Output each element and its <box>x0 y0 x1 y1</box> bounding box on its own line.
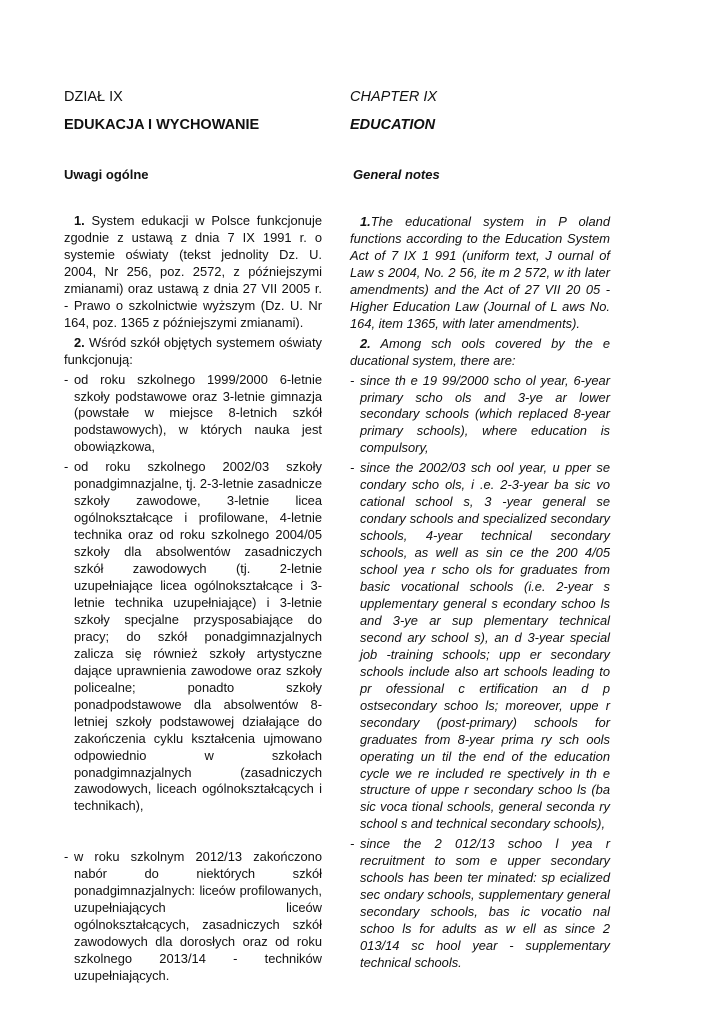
paragraph-text: Among sch ools covered by the e ducational system, there are: <box>350 335 610 368</box>
paragraph-text: System edukacji w Polsce funkcjonuje zgodnie z ustawą z dnia 7 IX 1991 r. o systemie oświaty (tekst jednolity Dz. U. 2004, Nr 256, poz. 2572, z późniejszymi zmianami) oraz ustawą z dnia 27 VII 2005 r. - Prawo o szkolnictwie wyższym (Dz. U. Nr 164, poz. 1365 z późniejszymi zmianami). <box>64 213 322 330</box>
paragraph-number: 1. <box>360 214 371 229</box>
chapter-title-en: EDUCATION <box>350 117 436 133</box>
chapter-title-pl: EDUKACJA I WYCHOWANIE <box>64 117 260 133</box>
list-item: - w roku szkolnym 2012/13 zakończono nabór do niektórych szkół ponadgimnazjalnych: liceów profilowanych, uzupełniających liceów ogólnokształcących, zasadniczych szkół zawodowych dla dorosłych oraz od roku szkolnego 2013/14 - techników uzupełniających. <box>64 849 322 985</box>
list-item: - since the 2002/03 sch ool year, u pper se condary scho ols, i .e. 2-3-year ba sic vo cational school s, 3 -year general se condary schools and specialized secondary schools, 4-year technical secondary schools, as well as sin ce the 200 4/05 school yea r scho ols for graduates from basic vocational schools (i.e. 2-year s upplementary general s econdary schoo ls and 3-ye ar sup plementary technical second ary school s), an d 3-year special job -training schools; upp er secondary schools include also art schools leading to pr ofessional c ertification an d p ostsecondary schoo ls; moreover, uppe r secondary (post-primary) schools for graduates from 8-year prima ry sch ools operating un til the end of the education cycle we re included re spectively in th e structure of uppe r secondary schoo ls (ba sic voca tional schools, general seconda ry school s and technical secondary schools), <box>350 460 610 833</box>
notes-heading-en: General notes <box>353 167 440 182</box>
list-item: - od roku szkolnego 1999/2000 6-letnie szkoły podstawowe oraz 3-letnie gimnazja (powstałe w miejsce 8-letnich szkół podstawowych), w których nauka jest obowiązkowa, <box>64 372 322 457</box>
paragraph-number: 1. <box>74 213 85 228</box>
school-types-list-pl <box>64 372 322 985</box>
school-types-list-en <box>350 373 610 972</box>
paragraph-text: The educational system in P oland functions according to the Education System Act of 7 IX 1 991 (uniform text, J ournal of Law s 2004, No. 2 56, ite m 2 572, w ith later amendments) and the Act of 27 VII 20 05 - Higher Education Law (Journal of L aws No. 164, item 1365, with later amendments). <box>350 214 610 331</box>
paragraph-1-pl <box>64 213 322 332</box>
paragraph-1-en <box>350 214 610 333</box>
list-item: - od roku szkolnego 2002/03 szkoły ponadgimnazjalne, tj. 2-3-letnie zasadnicze szkoły zawodowe, 3-letnie licea ogólnokształcące i profilowane, 4-letnie technika oraz od roku szkolnego 2004/05 szkoły dla absolwentów zasadniczych szkół zawodowych (tj. 2-letnie uzupełniające licea ogólnokształcące i 3-letnie technika uzupełniające) i 3-letnie szkoły specjalne przysposabiające do pracy; do szkół ponadgimnazjalnych zalicza się również szkoły artystyczne dające uprawnienia zawodowe oraz szkoły policealne; ponadto szkoły ponadpodstawowe dla absolwentów 8-letniej szkoły podstawowej działające do zakończenia cyklu kształcenia ujmowano odpowiednio w szkołach ponadgimnazjalnych (zasadniczych zawodowych, liceach ogólnokształcących i technikach), <box>64 459 322 815</box>
list-item: - since the 2 012/13 schoo l yea r recruitment to som e upper secondary schools has been ter minated: sp ecialized sec ondary schools, supplementary general secondary schools, bas ic vocatio nal schoo ls for adults as w ell as since 2 013/14 sc hool year - supplementary technical schools. <box>350 836 610 972</box>
notes-heading-pl: Uwagi ogólne <box>64 167 149 182</box>
body-text-pl <box>64 213 322 988</box>
paragraph-text: Wśród szkół objętych systemem oświaty funkcjonują: <box>64 334 322 367</box>
paragraph-number: 2. <box>74 334 85 350</box>
chapter-label-pl: DZIAŁ IX <box>64 89 123 105</box>
paragraph-2-en <box>350 336 610 370</box>
paragraph-2-pl <box>64 335 322 369</box>
paragraph-number: 2. <box>360 335 371 351</box>
list-item: - since th e 19 99/2000 scho ol year, 6-year primary scho ols and 3-ye ar lower secondary schools (which replaced 8-year primary schools), where education is compulsory, <box>350 373 610 458</box>
body-text-en <box>350 214 610 975</box>
chapter-label-en: CHAPTER IX <box>350 89 438 105</box>
